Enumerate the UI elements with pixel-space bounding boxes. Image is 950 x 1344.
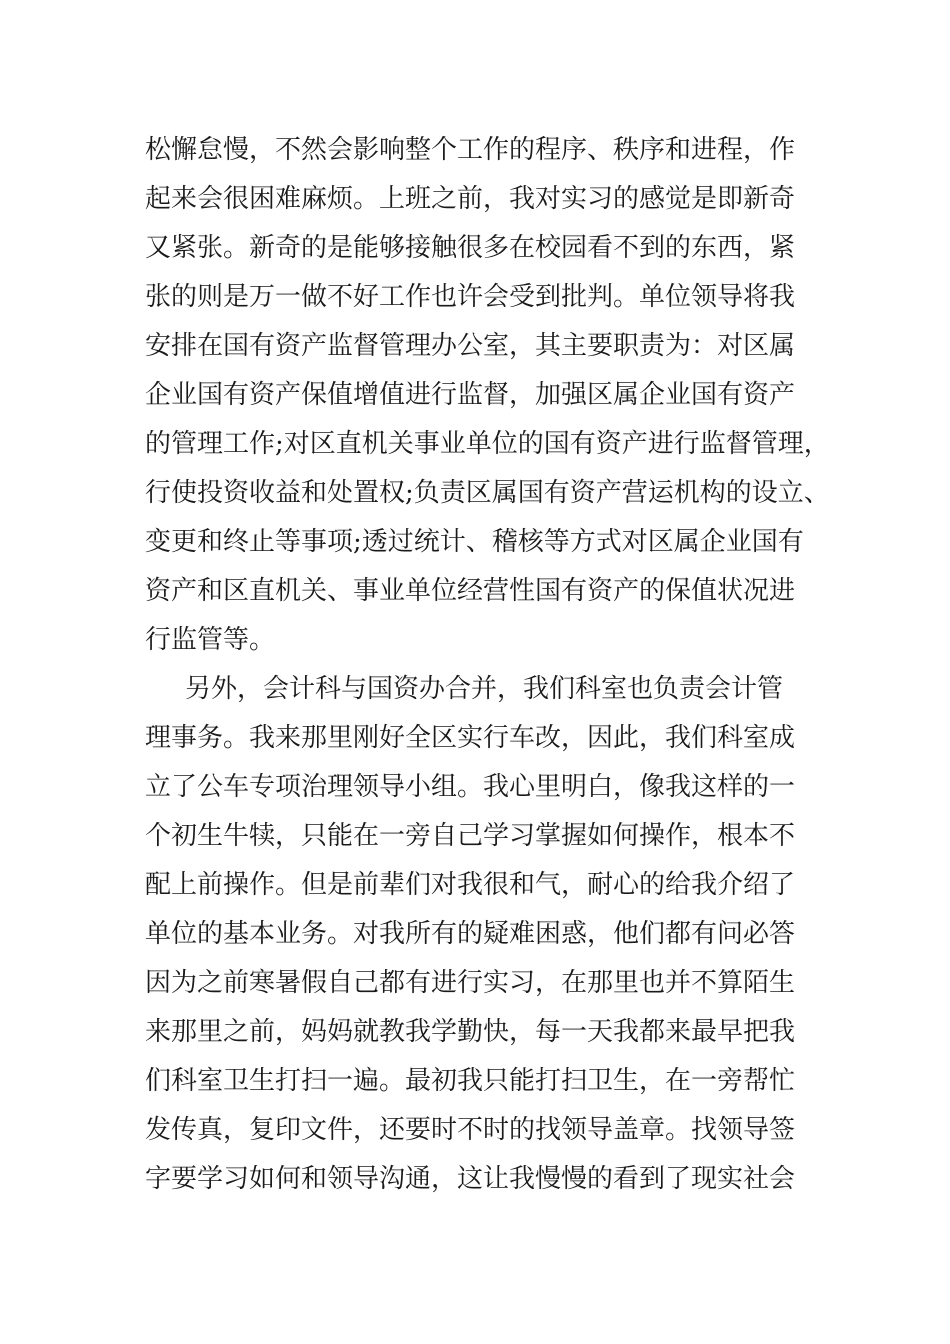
text-line: 行监管等。 [145, 625, 276, 655]
text-line: 来那里之前，妈妈就教我学勤快，每一天我都来最早把我 [145, 1017, 796, 1047]
text-line: 单位的基本业务。对我所有的疑难困惑，他们都有问必答 [145, 919, 796, 949]
text-line: 行使投资收益和处置权;负责区属国有资产营运机构的设立、 [145, 478, 830, 508]
paragraph-1 [145, 126, 830, 665]
text-line: 资产和区直机关、事业单位经营性国有资产的保值状况进 [145, 576, 796, 606]
text-line: 另外，会计科与国资办合并，我们科室也负责会计管 [185, 674, 784, 704]
text-line: 变更和终止等事项;透过统计、稽核等方式对区属企业国有 [145, 527, 804, 557]
text-line: 个初生牛犊，只能在一旁自己学习掌握如何操作，根本不 [145, 821, 796, 851]
text-line: 张的则是万一做不好工作也许会受到批判。单位领导将我 [145, 282, 796, 312]
text-line: 发传真，复印文件，还要时不时的找领导盖章。找领导签 [145, 1115, 796, 1145]
text-line: 立了公车专项治理领导小组。我心里明白，像我这样的一 [145, 772, 796, 802]
text-line: 配上前操作。但是前辈们对我很和气，耐心的给我介绍了 [145, 870, 796, 900]
text-line: 的管理工作;对区直机关事业单位的国有资产进行监督管理， [145, 429, 830, 459]
text-line: 理事务。我来那里刚好全区实行车改，因此，我们科室成 [145, 723, 796, 753]
text-line: 松懈怠慢，不然会影响整个工作的程序、秩序和进程，作 [145, 135, 796, 165]
text-line: 起来会很困难麻烦。上班之前，我对实习的感觉是即新奇 [145, 184, 796, 214]
paragraph-2 [145, 665, 825, 1204]
text-line: 安排在国有资产监督管理办公室，其主要职责为：对区属 [145, 331, 796, 361]
text-line: 又紧张。新奇的是能够接触很多在校园看不到的东西，紧 [145, 233, 796, 263]
text-line: 因为之前寒暑假自己都有进行实习，在那里也并不算陌生 [145, 968, 796, 998]
text-line: 字要学习如何和领导沟通，这让我慢慢的看到了现实社会 [145, 1164, 796, 1194]
text-line: 们科室卫生打扫一遍。最初我只能打扫卫生，在一旁帮忙 [145, 1066, 796, 1096]
document-body [145, 126, 830, 1204]
text-line: 企业国有资产保值增值进行监督，加强区属企业国有资产 [145, 380, 796, 410]
